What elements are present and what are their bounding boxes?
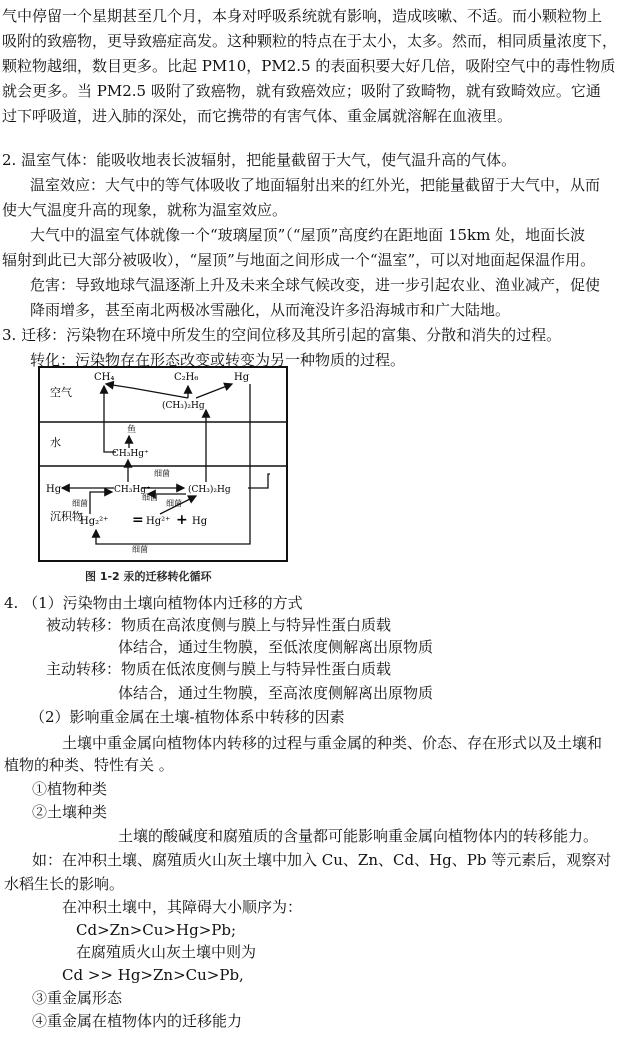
text-line: （2）影响重金属在土壤-植物体系中转移的因素 [30, 708, 345, 726]
text-line: 主动转移：物质在低浓度侧与膜上与特异性蛋白质载 [46, 660, 392, 678]
text-line: ③重金属形态 [32, 989, 123, 1007]
species-hg-sed2: Hg [192, 516, 208, 527]
species-dimethyl-sed: (CH₃)₂Hg [188, 485, 231, 495]
equals-sign: = [132, 512, 144, 528]
text-line: 土壤的酸碱度和腐殖质的含量都可能影响重金属向植物体内的转移能力。 [118, 827, 599, 845]
text-line: 吸附的致癌物，更导致癌症高发。这种颗粒的特点在于太小，太多。然而，相同质量浓度下， [2, 32, 618, 50]
text-line: 温室效应：大气中的等气体吸收了地面辐射出来的红外光，把能量截留于大气中，从而 [30, 176, 601, 194]
species-ch4: CH₄ [94, 372, 115, 383]
zone-air: 空气 [50, 386, 72, 399]
species-hg-air: Hg [234, 372, 250, 383]
species-fish: 鱼 [127, 425, 137, 435]
label-bacteria: 细菌 [72, 499, 88, 508]
text-line: 大气中的温室气体就像一个“玻璃屋顶”（“屋顶”高度约在距地面 15km 处，地面长波 [30, 226, 586, 244]
species-hg2: Hg²⁺ [146, 516, 171, 527]
label-bacteria: 细菌 [132, 545, 148, 554]
text-line: 体结合，通过生物膜，至高浓度侧解离出原物质 [118, 684, 434, 702]
text-line: 就会更多。当 PM2.5 吸附了致癌物，就有致癌效应；吸附了致畸物，就有致畸效应。它通 [2, 82, 601, 100]
text-line: 水稻生长的影响。 [4, 875, 125, 893]
text-line: 气中停留一个星期甚至几个月，本身对呼吸系统就有影响，造成咳嗽、不适。而小颗粒物上 [2, 7, 603, 25]
species-dimethyl-air: (CH₃)₂Hg [162, 401, 205, 411]
text-line: 如：在冲积土壤、腐殖质火山灰土壤中加入 Cu、Zn、Cd、Hg、Pb 等元素后，观察对 [32, 851, 612, 869]
label-bacteria: 细菌 [166, 499, 182, 508]
label-bacteria: 细菌 [142, 493, 158, 502]
text-line: 2. 温室气体：能吸收地表长波辐射，把能量截留于大气，使气温升高的气体。 [2, 151, 517, 169]
figure-caption: 图 1-2 汞的迁移转化循环 [85, 570, 212, 583]
species-hg-sed: Hg [46, 484, 62, 495]
text-line: 降雨增多，甚至南北两极冰雪融化，从而淹没许多沿海城市和广大陆地。 [30, 301, 511, 319]
species-hg-s2: Hg₂²⁺ [80, 516, 109, 527]
zone-water: 水 [50, 436, 61, 449]
text-line: ②土壤种类 [32, 803, 108, 821]
text-line: 植物的种类、特性有关 。 [4, 756, 174, 774]
species-methyl-water: CH₃Hg⁺ [112, 449, 149, 459]
text-line: 使大气温度升高的现象，就称为温室效应。 [2, 201, 288, 219]
plus-sign: + [176, 512, 188, 528]
text-line: 在冲积土壤中，其障碍大小顺序为： [62, 898, 303, 916]
text-line: 3. 迁移：污染物在环境中所发生的空间位移及其所引起的富集、分散和消失的过程。 [2, 326, 562, 344]
text-line: 被动转移：物质在高浓度侧与膜上与特异性蛋白质载 [46, 616, 392, 634]
label-bacteria: 细菌 [154, 469, 170, 478]
text-line: Cd>Zn>Cu>Hg>Pb; [76, 921, 237, 939]
text-line: 转化：污染物存在形态改变或转变为另一种物质的过程。 [30, 351, 406, 369]
text-line: ④重金属在植物体内的迁移能力 [32, 1012, 243, 1030]
species-methyl-sed: CH₃Hg⁺ [114, 485, 151, 495]
text-line: 辐射到此已大部分被吸收），“屋顶”与地面之间形成一个“温室”，可以对地面起保温作用。 [2, 251, 596, 269]
text-line: Cd >> Hg>Zn>Cu>Pb, [62, 966, 244, 984]
species-c2h6: C₂H₆ [174, 372, 199, 383]
text-line: 4. （1）污染物由土壤向植物体内迁移的方式 [4, 594, 303, 612]
text-line: 颗粒物越细，数目更多。比起 PM10，PM2.5 的表面积要大好几倍，吸附空气中的毒性物质 [2, 57, 616, 75]
text-line: ①植物种类 [32, 780, 108, 798]
mercury-cycle-figure [36, 364, 290, 583]
text-line: 土壤中重金属向植物体内转移的过程与重金属的种类、价态、存在形式以及土壤和 [62, 734, 603, 752]
text-line: 体结合，通过生物膜，至低浓度侧解离出原物质 [118, 638, 434, 656]
text-line: 过下呼吸道，进入肺的深处，而它携带的有害气体、重金属就溶解在血液里。 [2, 107, 513, 125]
text-line: 危害：导致地球气温逐渐上升及未来全球气候改变，进一步引起农业、渔业减产，促使 [30, 276, 601, 294]
zone-sediment: 沉积物 [50, 510, 83, 523]
text-line: 在腐殖质火山灰土壤中则为 [76, 943, 257, 961]
